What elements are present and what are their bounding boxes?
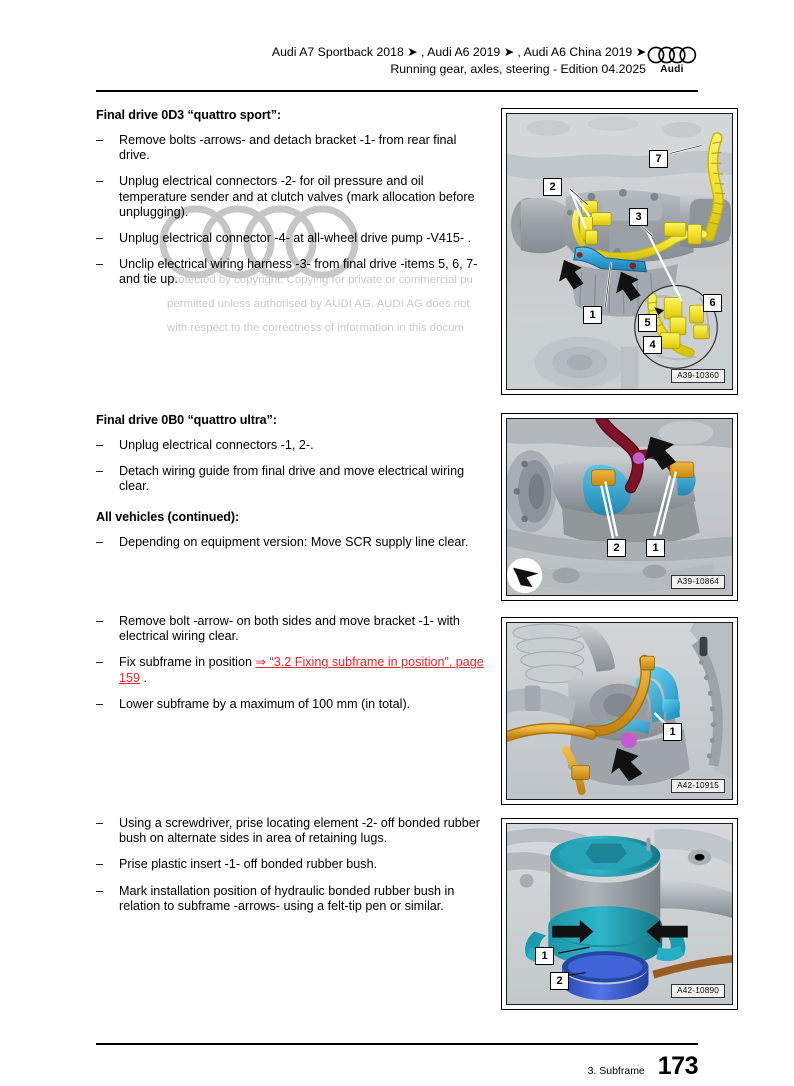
footer-section-label: 3. Subframe bbox=[587, 1065, 645, 1077]
callout-1: 1 bbox=[663, 723, 682, 741]
dash-bullet-icon: – bbox=[96, 816, 104, 830]
section-title-quattro-ultra: Final drive 0B0 “quattro ultra”: bbox=[96, 413, 277, 427]
figure-4-illustration bbox=[507, 824, 732, 1004]
list-item bbox=[96, 614, 486, 644]
watermark-line-1: Protected by copyright. Copying for private or commercial pu bbox=[167, 274, 473, 286]
list-item-with-xref bbox=[96, 655, 486, 685]
dash-bullet-icon: – bbox=[96, 257, 104, 272]
figure-image bbox=[506, 622, 733, 800]
header-edition-line: Running gear, axles, steering - Edition 04.2025 bbox=[390, 62, 646, 76]
section-title-quattro-sport: Final drive 0D3 “quattro sport”: bbox=[96, 108, 282, 122]
dash-bullet-icon: – bbox=[96, 534, 104, 549]
list-item-text: Prise plastic insert -1- off bonded rubber bush. bbox=[119, 857, 378, 872]
list-item bbox=[96, 257, 486, 287]
list-item bbox=[96, 464, 486, 494]
header-models-line: Audi A7 Sportback 2018 ➤ , Audi A6 2019 ➤ , Audi A6 China 2019 ➤ bbox=[271, 45, 646, 59]
audi-wordmark: Audi bbox=[660, 64, 684, 75]
list-item-text: Remove bolts -arrows- and detach bracket -1- from rear final drive. bbox=[119, 133, 457, 163]
dash-bullet-icon: – bbox=[96, 696, 104, 711]
list-item bbox=[96, 857, 486, 872]
callout-1: 1 bbox=[646, 539, 665, 557]
dash-bullet-icon: – bbox=[96, 655, 104, 670]
list-item bbox=[96, 884, 486, 914]
figure-1-illustration bbox=[507, 114, 732, 389]
figure-final-drive-0d3 bbox=[501, 108, 738, 395]
header-title-block bbox=[272, 44, 646, 78]
figure-id-label: A42-10915 bbox=[671, 779, 725, 793]
footer-divider bbox=[96, 1043, 698, 1045]
cross-reference-link[interactable]: ⇒ “3.2 Fixing subframe in position”, page 159 bbox=[119, 655, 484, 685]
figure-id-label: A39-10360 bbox=[671, 369, 725, 383]
callout-1: 1 bbox=[583, 306, 602, 324]
figure-image bbox=[506, 823, 733, 1005]
callout-2: 2 bbox=[543, 178, 562, 196]
list-item bbox=[96, 438, 486, 453]
figure-final-drive-0b0 bbox=[501, 413, 738, 601]
figure-2-illustration bbox=[507, 419, 732, 595]
list-item bbox=[96, 816, 486, 846]
section-quattro-sport bbox=[96, 108, 486, 288]
page-number: 173 bbox=[657, 1052, 698, 1080]
list-item-text: Unplug electrical connectors -1, 2-. bbox=[119, 438, 314, 452]
figure-id-label: A39-10864 bbox=[671, 575, 725, 589]
dash-bullet-icon: – bbox=[96, 438, 104, 452]
page-footer bbox=[588, 1052, 698, 1081]
callout-2: 2 bbox=[550, 972, 569, 990]
list-item-text: Mark installation position of hydraulic bonded rubber bush in relation to subframe -arrows- using a felt-tip pen or similar. bbox=[119, 883, 455, 913]
figure-3-illustration bbox=[507, 623, 732, 799]
header-divider bbox=[96, 90, 698, 92]
callout-6: 6 bbox=[703, 294, 722, 312]
watermark-line-2: permitted unless authorised by AUDI AG. AUDI AG does not bbox=[167, 298, 470, 310]
callout-4: 4 bbox=[643, 336, 662, 354]
list-item-text: Depending on equipment version: Move SCR supply line clear. bbox=[119, 534, 469, 549]
audi-logo bbox=[646, 45, 698, 79]
callout-1: 1 bbox=[535, 947, 554, 965]
dash-bullet-icon: – bbox=[96, 231, 104, 246]
figure-image bbox=[506, 418, 733, 596]
callout-3: 3 bbox=[629, 208, 648, 226]
audi-rings-icon bbox=[646, 45, 698, 65]
dash-bullet-icon: – bbox=[96, 464, 104, 479]
dash-bullet-icon: – bbox=[96, 133, 104, 147]
section-subframe-lowering bbox=[96, 614, 486, 712]
list-item bbox=[96, 697, 486, 712]
list-item-text: Remove bolt -arrow- on both sides and move bracket -1- with electrical wiring clear. bbox=[119, 614, 460, 644]
section-rubber-bush bbox=[96, 816, 486, 914]
list-item-text: Detach wiring guide from final drive and move electrical wiring clear. bbox=[119, 464, 465, 494]
figure-subframe-bracket bbox=[501, 617, 738, 805]
list-item-text: Unplug electrical connector -4- at all-wheel drive pump -V415- . bbox=[119, 231, 472, 246]
list-item bbox=[96, 535, 486, 550]
watermark-line-3: with respect to the correctness of information in this docum bbox=[167, 322, 464, 334]
dash-bullet-icon: – bbox=[96, 883, 104, 898]
section-title-all-vehicles: All vehicles (continued): bbox=[96, 509, 240, 524]
section-quattro-ultra bbox=[96, 413, 486, 550]
dash-bullet-icon: – bbox=[96, 857, 104, 872]
callout-2: 2 bbox=[607, 539, 626, 557]
list-item-text: Fix subframe in position bbox=[119, 655, 256, 670]
figure-image bbox=[506, 113, 733, 390]
figure-id-label: A42-10890 bbox=[671, 984, 725, 998]
dash-bullet-icon: – bbox=[96, 614, 104, 628]
callout-5: 5 bbox=[638, 314, 657, 332]
list-item-text: Using a screwdriver, prise locating element -2- off bonded rubber bush on alternate sides in area of retaining lugs. bbox=[119, 816, 480, 846]
dash-bullet-icon: – bbox=[96, 174, 104, 189]
list-item-text: Lower subframe by a maximum of 100 mm (in total). bbox=[119, 696, 411, 711]
page-header bbox=[96, 44, 698, 92]
list-item-text-suffix: . bbox=[140, 670, 148, 685]
list-item-text: Unplug electrical connectors -2- for oil pressure and oil temperature sender and at clutch valves (mark allocation before unplugging). bbox=[119, 174, 475, 219]
callout-7: 7 bbox=[649, 150, 668, 168]
list-item bbox=[96, 174, 486, 220]
list-item bbox=[96, 231, 486, 246]
list-item-text: Unclip electrical wiring harness -3- from final drive -items 5, 6, 7- and tie up. bbox=[119, 257, 478, 287]
figure-rubber-bush bbox=[501, 818, 738, 1010]
list-item bbox=[96, 133, 486, 163]
